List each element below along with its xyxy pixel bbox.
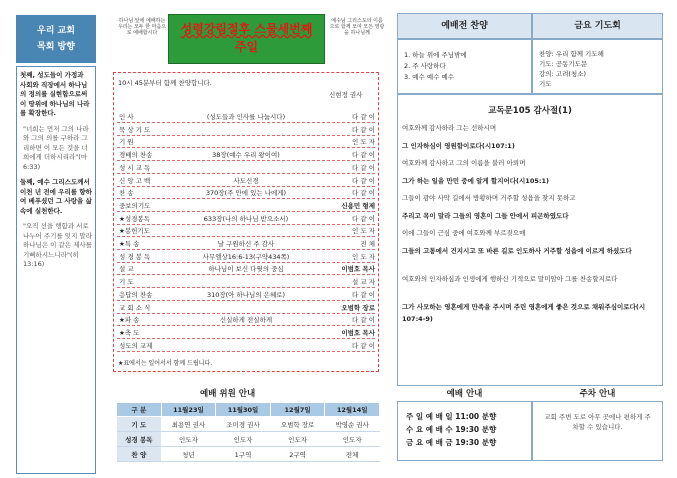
reading-line: 여호와의 인자하심과 인생에게 행하신 기적으로 말미암아 그를 찬송할지로다 [402, 274, 618, 283]
order-content: (성도들과 인사를 나눕시다) [206, 113, 286, 121]
parking-text: 교회 주변 도로 아무 곳에나 편하게 주차할 수 있습니다. [532, 401, 663, 461]
responsive-reading-title: 교독문105 감사절(1) [488, 106, 572, 116]
reading-line: 그가 사모하는 영혼에게 만족을 주시며 주린 영혼에게 좋은 것으로 채워주심이로다(시107:4-9) [402, 302, 646, 323]
hymn-title: 예배전 찬양 [397, 13, 532, 39]
table-cell: 청년 [161, 447, 216, 462]
mission-paragraph: 둘째, 예수 그리스도께서 이천 년 전에 우리를 향하여 베푸셨던 그 사랑을 삶 속에 실천한다. [20, 178, 92, 215]
reading-line: 이에 그들이 근심 중에 여호와께 부르짖으매 [402, 229, 526, 237]
order-leader: 전 체 [360, 240, 375, 248]
order-row [117, 264, 375, 275]
table-cell: 1구역 [216, 447, 271, 462]
reading-line: 주리고 목이 말라 그들의 영혼이 그들 안에서 피곤하였도다 [402, 211, 569, 220]
order-item: 응답의 찬송 [119, 290, 153, 299]
reading-line: 그 인자하심이 영원함이로다(시107:1) [402, 141, 515, 150]
order-leader: 신용민 형제 [341, 201, 375, 210]
order-row [117, 341, 375, 352]
mission-body [16, 66, 96, 474]
order-leader: 다 같 이 [352, 163, 375, 172]
table-row [117, 447, 380, 462]
mission-quote: "너희는 먼저 그의 나라와 그의 의를 구하라 그리하면 이 모든 것을 너희에게 더하시리라"(마 6:33) [23, 124, 89, 171]
order-leader: 설 교 자 [352, 278, 375, 287]
table-cell: 박영순 권사 [325, 417, 380, 432]
order-leader: 다 같 이 [352, 125, 375, 134]
order-row [117, 303, 375, 314]
table-cell: 인도자 [325, 432, 380, 447]
service-leader: 신현정 권사 [329, 91, 363, 99]
order-row [117, 176, 375, 187]
table-row [117, 417, 380, 432]
order-leader: 인 도 자 [352, 227, 375, 236]
list-item: 기도: 공동기도문 [539, 60, 588, 68]
hymn-list [397, 39, 532, 94]
reading-line: 그가 하는 일을 만민 중에 알게 할지어다(시105:1) [402, 176, 549, 185]
order-row [117, 112, 375, 123]
officers-header-cell: 12월7일 [270, 403, 325, 417]
table-cell: 최용연 권사 [161, 417, 216, 432]
order-content: 하나님이 보신 다윗의 중심 [208, 265, 284, 274]
officers-header-cell: 12월14일 [325, 403, 380, 417]
order-item: 기 원 [119, 138, 134, 147]
table-cell: 인도자 [161, 432, 216, 447]
reading-line: 그들의 고통에서 건지시고 또 바른 길로 인도하사 거주할 성읍에 이르게 하셨도다 [402, 246, 632, 255]
list-item: 3. 예수 예수 예수 [404, 73, 455, 81]
mission-quote: "오직 선을 행함과 서로 나누어 주기를 잊지 말라 하나님은 이 같은 제사를 기뻐하시느니라"(히 13:16) [23, 222, 92, 268]
officers-header-cell: 11월30일 [216, 403, 271, 417]
reading-line: 그들이 광야 사막 길에서 방황하며 거주할 성읍을 찾지 못하고 [402, 194, 576, 202]
order-leader: 다 같 이 [352, 176, 375, 185]
worship-info-title: 예배 안내 [446, 389, 483, 399]
order-content: 날 구원하신 주 감사 [217, 240, 275, 248]
order-leader: 인 도 자 [352, 138, 375, 147]
order-row [117, 290, 375, 301]
table-cell: 전체 [325, 447, 380, 462]
order-content: 633장(나의 하나님 받으소서) [203, 214, 289, 223]
table-cell: 인도자 [270, 432, 325, 447]
order-leader: 다 같 이 [352, 113, 375, 121]
order-row [117, 125, 375, 136]
responsive-reading [397, 94, 663, 386]
order-item: 경배의 찬송 [119, 151, 153, 160]
order-item: 교 회 소 식 [119, 303, 151, 312]
order-row [117, 188, 375, 199]
mission-header-line2: 목회 방향 [37, 42, 75, 52]
worship-info-list [397, 401, 532, 461]
order-content: 310장(아 하나님의 은혜로) [206, 290, 286, 299]
order-item: 성 경 봉 독 [119, 252, 151, 261]
order-item: ★축 도 [119, 328, 140, 337]
officers-header-cell: 11월23일 [161, 403, 216, 417]
table-cell: 오범학 장로 [270, 417, 325, 432]
order-leader: 다 같 이 [352, 290, 375, 299]
order-content: 370장(주 안에 있는 나에게) [205, 189, 287, 198]
order-row [117, 328, 375, 339]
order-row [117, 214, 375, 225]
order-leader: 인 도 자 [352, 252, 375, 261]
order-row [117, 226, 375, 237]
order-item: ★특 송 [119, 240, 140, 248]
friday-prayer-title: 금요 기도회 [532, 13, 663, 39]
page-title [168, 14, 325, 64]
table-cell: 인도자 [216, 432, 271, 447]
order-row [117, 252, 375, 263]
list-item: 주 일 예 배 일 11:00 분향 [406, 412, 497, 421]
order-item: ★파 송 [119, 316, 140, 325]
table-cell: 2구역 [270, 447, 325, 462]
order-item: 인 사 [119, 113, 134, 121]
list-item: 수 요 예 배 수 19:30 분향 [406, 425, 497, 434]
order-item: 찬 송 [119, 189, 134, 198]
order-leader: 이범호 목사 [341, 328, 375, 337]
order-row [117, 201, 375, 212]
order-row [117, 315, 375, 326]
mission-header [16, 15, 96, 63]
order-item: 성 시 교 독 [119, 163, 151, 172]
parking-title: 주차 안내 [579, 389, 616, 399]
order-row [117, 150, 375, 161]
order-leader: 이범호 목사 [341, 265, 375, 274]
order-leader: 다 같 이 [352, 189, 375, 198]
order-item: ★봉헌기도 [119, 227, 150, 236]
order-item: 중보의기도 [119, 201, 151, 210]
order-row [117, 137, 375, 148]
order-content: 38장(예수 우리 왕이여) [212, 151, 280, 160]
list-item: 2. 주 사랑하다 [404, 62, 446, 70]
order-leader: 다 같 이 [352, 341, 375, 350]
order-item: 설 교 [119, 265, 134, 274]
title-line2: 주일 [234, 40, 259, 54]
officers-header-row [117, 403, 380, 417]
list-item: 금 요 예 배 금 19:30 분향 [406, 438, 497, 447]
order-item: ★성경봉독 [119, 214, 150, 223]
list-item: 1. 하늘 위에 주님밖에 [404, 51, 467, 59]
order-content: 신실하게 전실하게 [219, 316, 273, 325]
order-item: 성도의 교제 [119, 341, 153, 350]
list-item: 강의: 고려(청소) [539, 70, 587, 78]
list-item: 기도 [539, 80, 552, 88]
table-cell: 조미경 권사 [216, 417, 271, 432]
title-line1: 성령강림절후 스물세번째 [180, 22, 313, 36]
order-content: 사무엘상16:6-13(구약434쪽) [202, 252, 290, 261]
order-row [117, 239, 375, 250]
officers-table [116, 402, 380, 462]
order-item: 기 도 [119, 278, 134, 287]
list-item: 찬양: 우리 함께 기도해 [539, 50, 604, 58]
table-row [117, 432, 380, 447]
note-right: 예수님 그리스도의 이름으로 함께 모여 모든 영광을 하나님께 [329, 18, 385, 36]
order-row [117, 277, 375, 288]
order-leader: 다 같 이 [352, 214, 375, 223]
table-cell: 기 도 [117, 417, 162, 432]
reading-line: 여호와께 감사하고 그의 이름을 불러 아뢰며 [402, 159, 526, 167]
note-left: 하나님 앞에 예배하는 우리는 모두 한 마음으로 예배합시다 [117, 18, 167, 36]
mission-paragraph: 첫째, 성도들이 가정과 사회와 직장에서 하나님의 정의를 실현함으로써 이 땅위에 하나님의 나라를 확장한다. [20, 71, 90, 117]
friday-prayer-list [532, 39, 663, 94]
order-content: 사도신경 [233, 176, 259, 185]
mission-header-line1: 우리 교회 [37, 26, 75, 36]
order-row [117, 163, 375, 174]
order-footnote: ★표에서는 일어서서 함께 드립니다. [118, 360, 213, 367]
praise-time: 10시 45분부터 함께 찬양합니다. [118, 79, 212, 87]
table-cell: 찬 양 [117, 447, 162, 462]
order-item: 묵 상 기 도 [119, 125, 151, 134]
table-cell: 성경 봉독 [117, 432, 162, 447]
officers-title: 예배 위원 안내 [200, 389, 256, 399]
order-leader: 오범학 장로 [341, 303, 375, 312]
order-leader: 다 같 이 [352, 151, 375, 160]
order-item: 신 앙 고 백 [119, 176, 151, 185]
officers-header-cell: 구 분 [117, 403, 162, 417]
order-leader: 다 같 이 [352, 316, 375, 325]
reading-line: 여호와께 감사하라 그는 선하시며 [402, 124, 497, 132]
